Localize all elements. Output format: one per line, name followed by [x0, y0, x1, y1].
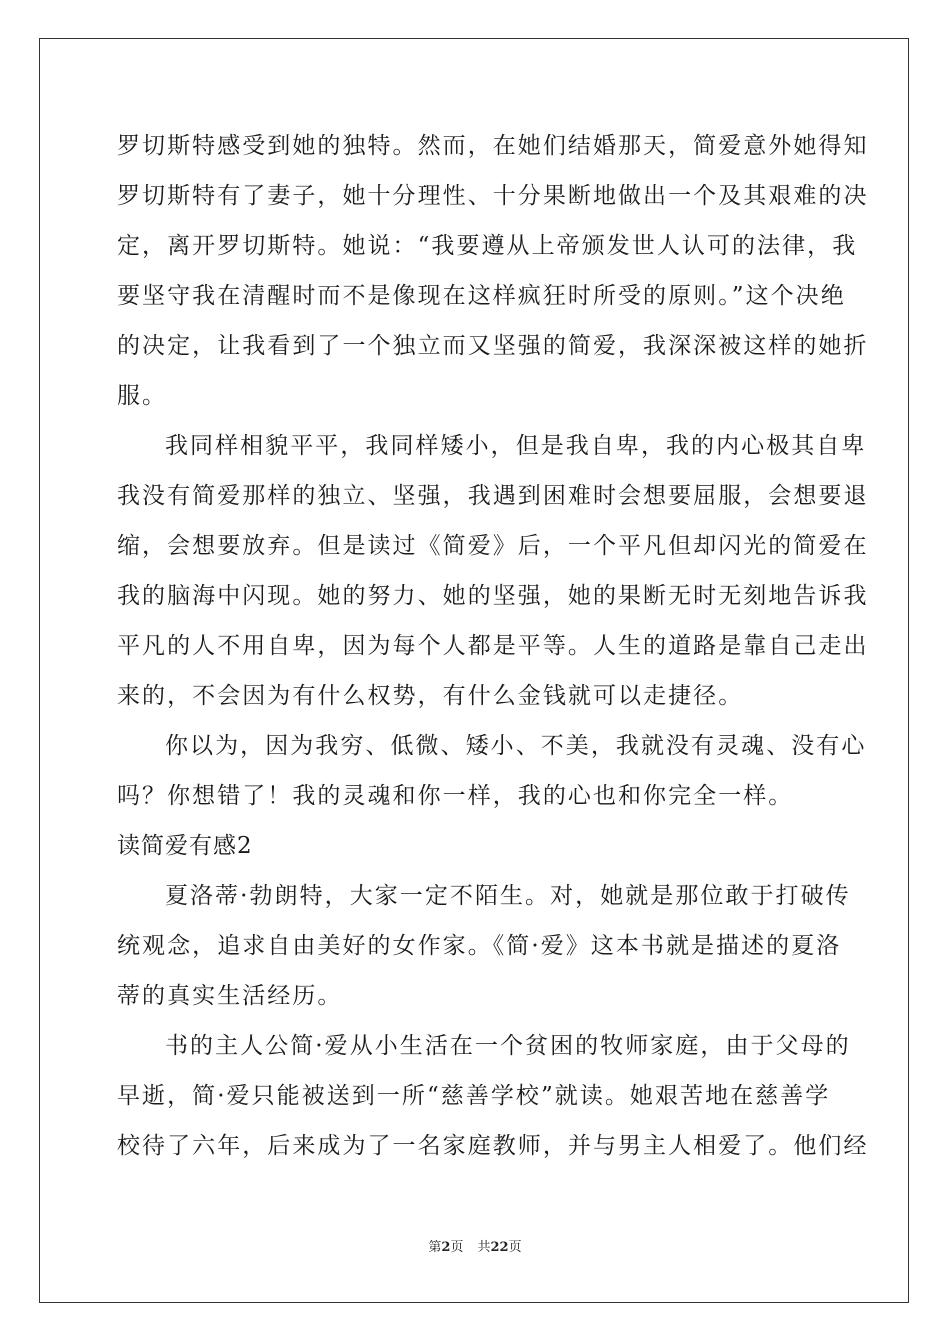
text-line: 罗切斯特有了妻子，她十分理性、十分果断地做出一个及其艰难的决 — [117, 183, 869, 209]
text-line: 校待了六年，后来成为了一名家庭教师，并与男主人相爱了。他们经 — [117, 1133, 869, 1159]
paragraph-first-line: 我同样相貌平平，我同样矮小，但是我自卑，我的内心极其自卑 — [165, 433, 867, 459]
text-line: 我的脑海中闪现。她的努力、她的坚强，她的果断无时无刻地告诉我 — [117, 583, 869, 609]
text-line: 服。 — [117, 383, 168, 409]
text-line: 平凡的人不用自卑，因为每个人都是平等。人生的道路是靠自己走出 — [117, 633, 869, 659]
document-body — [117, 121, 869, 1171]
text-line: 来的，不会因为有什么权势，有什么金钱就可以走捷径。 — [117, 683, 744, 709]
paragraph-first-line: 你以为，因为我穷、低微、矮小、不美，我就没有灵魂、没有心 — [165, 733, 867, 759]
text-line: 我没有简爱那样的独立、坚强，我遇到困难时会想要屈服，会想要退 — [117, 483, 869, 509]
text-line: 要坚守我在清醒时而不是像现在这样疯狂时所受的原则。”这个决绝 — [117, 283, 846, 309]
text-line: 缩，会想要放弃。但是读过《简爱》后，一个平凡但却闪光的简爱在 — [117, 533, 869, 559]
text-line: 统观念，追求自由美好的女作家。《简·爱》这本书就是描述的夏洛 — [117, 933, 842, 959]
section-heading: 读简爱有感2 — [117, 833, 253, 859]
text-line: 早逝，简·爱只能被送到一所“慈善学校”就读。她艰苦地在慈善学 — [117, 1083, 831, 1109]
paragraph-first-line: 书的主人公简·爱从小生活在一个贫困的牧师家庭，由于父母的 — [165, 1033, 851, 1059]
text-line: 吗？你想错了！我的灵魂和你一样，我的心也和你完全一样。 — [117, 783, 794, 809]
text-line: 罗切斯特感受到她的独特。然而，在她们结婚那天，简爱意外她得知 — [117, 133, 869, 159]
paragraph-first-line: 夏洛蒂·勃朗特，大家一定不陌生。对，她就是那位敢于打破传 — [165, 883, 851, 909]
text-line: 定，离开罗切斯特。她说：“我要遵从上帝颁发世人认可的法律，我 — [117, 233, 858, 259]
page-number-label: 第2页 — [428, 1240, 464, 1255]
text-line: 的决定，让我看到了一个独立而又坚强的简爱，我深深被这样的她折 — [117, 333, 869, 359]
text-line: 蒂的真实生活经历。 — [117, 983, 343, 1009]
page-footer — [0, 1236, 950, 1255]
page-total-label: 共22页 — [477, 1240, 522, 1255]
